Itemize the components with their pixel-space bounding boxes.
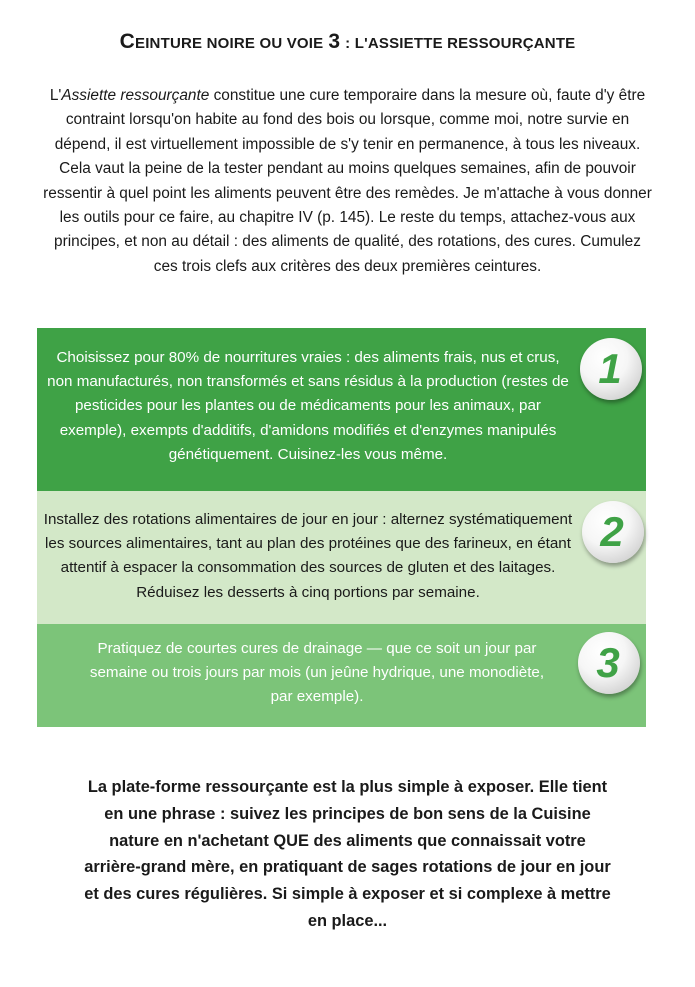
- intro-text: constitue une cure temporaire dans la mesure où, faute d'y être contraint lorsqu'on habite au fond des bois ou lorsque, comme moi, notre survie en dépend, il est virtuellement impossible de s'y tenir en permanence, à tous les niveaux. Cela vaut la peine de la tester pendant au moins quelques semaines, afin de pouvoir ressentir à quel point les aliments peuvent être des remèdes. Je m'attache à vous donner les outils pour ce faire, au chapitre IV (p. 145). Le reste du temps, attachez-vous aux principes, et non au détail : des aliments de qualité, des rotations, des cures. Cumulez ces trois clefs aux critères des deux premières ceintures.: [43, 87, 652, 275]
- number-ball-icon-2: [582, 501, 644, 563]
- title-part2: : L'ASSIETTE RESSOURÇANTE: [345, 35, 576, 52]
- number-ball-icon-3: [578, 632, 640, 694]
- principle-number-1: 1: [598, 345, 622, 392]
- page-title: [0, 30, 695, 54]
- title-part1: EINTURE NOIRE OU VOIE: [134, 35, 324, 52]
- title-initial: C: [119, 30, 135, 53]
- number-ball-icon-1: [580, 338, 642, 400]
- intro-prefix: L': [49, 87, 62, 104]
- principle-number-3: 3: [596, 639, 620, 686]
- intro-paragraph: [40, 84, 655, 279]
- principle-text-1: Choisissez pour 80% de nourritures vraies : des aliments frais, nus et crus, non manufacturés, non transformés et sans résidus à la production (restes de pesticides pour les plantes ou de médicaments pour les animaux, par exemple), exempts d'additifs, d'amidons modifiés et d'enzymes manipulés génétiquement. Cuisinez-les vous même.: [47, 349, 569, 463]
- principle-text-2: Installez des rotations alimentaires de jour en jour : alternez systématiquement les sources alimentaires, tant au plan des protéines que des farineux, en étant attentif à espacer la consommation des sources de gluten et des laitages. Réduisez les desserts à cinq portions par semaine.: [43, 511, 573, 601]
- closing-paragraph: La plate-forme ressourçante est la plus simple à exposer. Elle tient en une phrase : suivez les principes de bon sens de la Cuisine nature en n'achetant QUE des aliments que connaissait votre arrière-grand mère, en pratiquant de sages rotations de jour en jour et des cures régulières. Si simple à exposer et si complexe à mettre en place...: [84, 778, 611, 930]
- principle-box-2: [37, 491, 646, 624]
- principle-box-3: [37, 624, 646, 727]
- principle-number-2: 2: [600, 508, 624, 555]
- intro-italic-title: Assiette ressourçante: [61, 87, 210, 104]
- title-number: 3: [328, 30, 341, 53]
- principle-text-3: Pratiquez de courtes cures de drainage — que ce soit un jour par semaine ou trois jours par mois (un jeûne hydrique, une monodiète, par exemple).: [89, 640, 545, 706]
- principle-box-1: [37, 328, 646, 491]
